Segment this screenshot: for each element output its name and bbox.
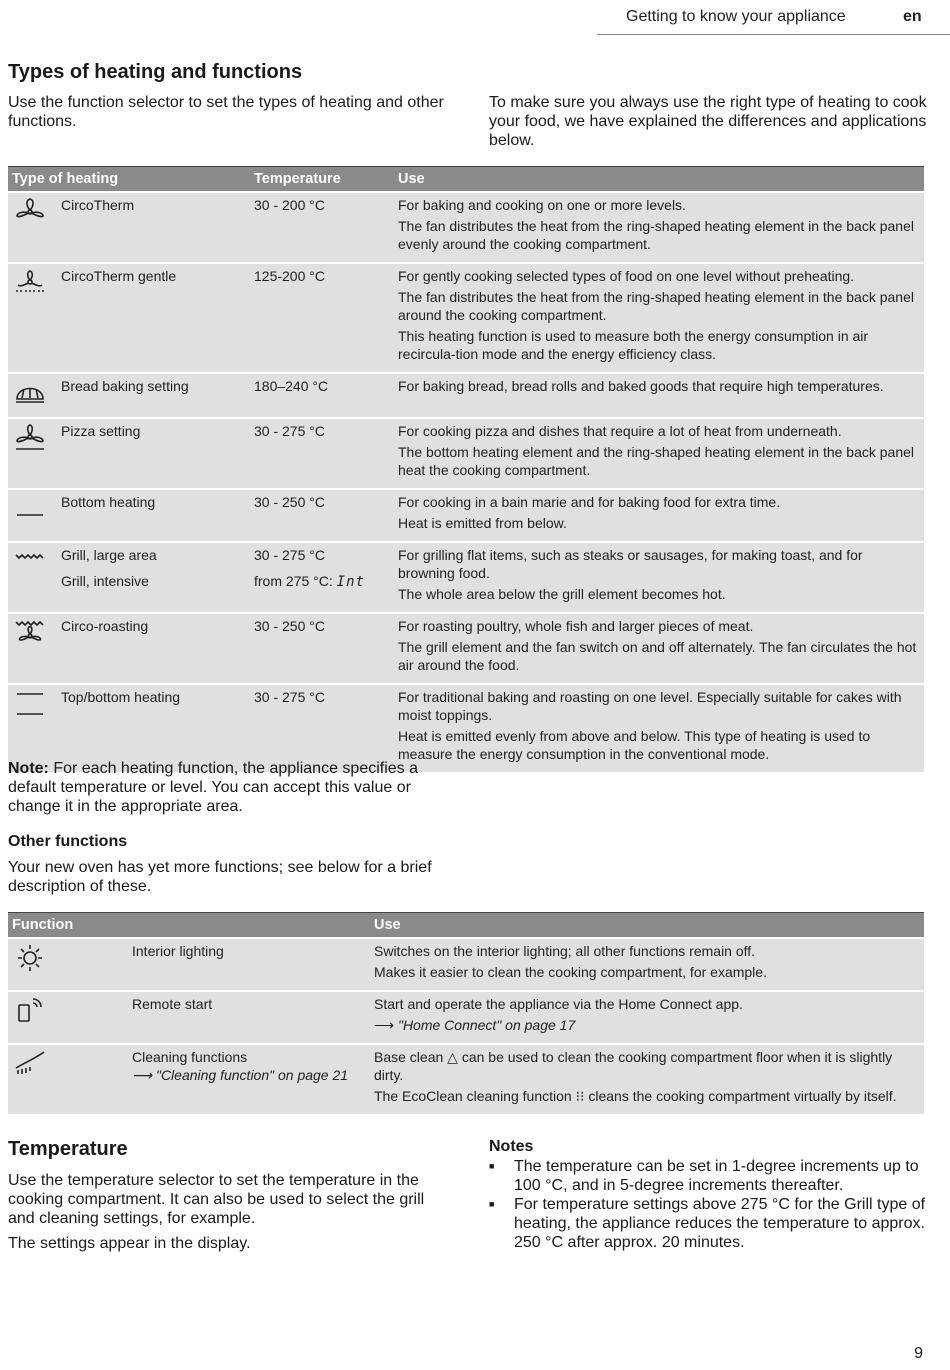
table-row — [8, 991, 924, 1044]
function-use — [374, 1087, 920, 1105]
intro-left: Use the function selector to set the types of heating and other functions. — [8, 94, 444, 130]
function-use: Makes it easier to clean the cooking compartment, for example. — [374, 964, 767, 980]
heating-temp: 180–240 °C — [250, 373, 394, 418]
table-row — [8, 192, 924, 263]
heating-use: For cooking in a bain marie and for baking food for extra time. — [398, 494, 781, 510]
heating-use: For traditional baking and roasting on one level. Especially suitable for cakes with moist toppings. — [398, 689, 902, 723]
ecoclean-icon: ⁝⁝ — [575, 1088, 585, 1104]
grill-icon — [12, 546, 48, 576]
heating-temp: 125-200 °C — [250, 263, 394, 373]
top-bottom-heating-icon — [12, 688, 48, 718]
heating-name: CircoTherm — [57, 192, 250, 263]
light-bulb-icon — [12, 942, 48, 972]
col-temperature: Temperature — [250, 167, 394, 193]
table-row — [8, 263, 924, 373]
cleaning-icon — [12, 1048, 48, 1078]
list-item: ■ The temperature can be set in 1-degree increments up to 100 °C, and in 5-degree increments thereafter. — [489, 1157, 929, 1195]
heating-use: For roasting poultry, whole fish and larger pieces of meat. — [398, 618, 754, 634]
function-use-part: cleans the cooking compartment virtually by itself. — [588, 1088, 897, 1104]
header-language: en — [903, 8, 922, 25]
col-type: Type of heating — [8, 167, 250, 193]
function-table — [8, 912, 924, 1114]
header-rule — [597, 34, 950, 35]
list-item: ■ For temperature settings above 275 °C for the Grill type of heating, the appliance reduces the temperature to approx. 250 °C after approx. 20 minutes. — [489, 1195, 929, 1252]
notes-list — [489, 1157, 929, 1252]
bottom-heating-icon — [12, 493, 48, 523]
header-section: Getting to know your appliance — [626, 8, 846, 25]
remote-start-icon — [12, 995, 48, 1025]
arrow-right-icon: ⟶ — [132, 1067, 156, 1083]
function-name-reference — [132, 1066, 366, 1084]
table-row — [8, 613, 924, 684]
heating-temp: 30 - 275 °C — [250, 418, 394, 489]
circotherm-gentle-icon — [12, 267, 48, 297]
circo-roasting-icon — [12, 617, 48, 647]
intro-right: To make sure you always use the right type of heating to cook your food, we have explained the differences and applications below. — [489, 94, 927, 149]
other-functions-intro: Your new oven has yet more functions; see below for a brief description of these. — [8, 859, 432, 895]
col-function: Function — [8, 913, 370, 939]
heating-name: CircoTherm gentle — [57, 263, 250, 373]
heating-temp: 30 - 200 °C — [250, 192, 394, 263]
heating-temp: 30 - 275 °C — [254, 547, 325, 563]
function-table-header — [8, 913, 924, 939]
heating-name: Grill, large area — [61, 547, 157, 563]
heating-use: For baking and cooking on one or more levels. — [398, 197, 686, 213]
page-number: 9 — [914, 1345, 923, 1362]
water-drop-icon: △ — [447, 1049, 458, 1065]
note-paragraph — [8, 759, 448, 816]
display-code: Int — [336, 574, 365, 590]
pizza-icon — [12, 422, 48, 452]
function-use-part: can be used to clean the cooking compartment floor when it is slightly dirty. — [374, 1049, 893, 1083]
function-name: Cleaning functions — [132, 1049, 248, 1065]
heating-use: The whole area below the grill element becomes hot. — [398, 586, 726, 602]
arrow-right-icon: ⟶ — [374, 1017, 398, 1033]
heating-use: For cooking pizza and dishes that require a lot of heat from underneath. — [398, 423, 842, 439]
section-title-types: Types of heating and functions — [8, 61, 303, 83]
function-name: Interior lighting — [128, 938, 370, 991]
heating-name: Circo-roasting — [57, 613, 250, 684]
heating-table — [8, 166, 924, 772]
heating-name-secondary: Grill, intensive — [61, 573, 149, 589]
notes-title: Notes — [489, 1138, 534, 1155]
heating-use: The fan distributes the heat from the ring-shaped heating element in the back panel around the cooking compartment. — [398, 289, 914, 323]
table-row — [8, 542, 924, 613]
heating-use: This heating function is used to measure both the energy consumption in air recircula-tion mode and the energy efficiency class. — [398, 328, 869, 362]
function-use-part: Base clean — [374, 1049, 444, 1065]
function-name-reference-text: "Cleaning function" on page 21 — [155, 1067, 349, 1083]
heating-use: For baking bread, bread rolls and baked goods that require high temperatures. — [398, 378, 884, 394]
heating-use: For grilling flat items, such as steaks or sausages, for making toast, and for browning food. — [398, 547, 863, 581]
section-title-temperature: Temperature — [8, 1138, 128, 1160]
function-use: Start and operate the appliance via the Home Connect app. — [374, 996, 743, 1012]
heating-use: The grill element and the fan switch on and off alternately. The fan circulates the hot air around the food. — [398, 639, 917, 673]
heating-name: Bottom heating — [57, 489, 250, 542]
heating-use: The bottom heating element and the ring-shaped heating element in the back panel heat the cooking compartment. — [398, 444, 915, 478]
heating-name: Pizza setting — [57, 418, 250, 489]
heating-temp: 30 - 250 °C — [250, 613, 394, 684]
temperature-para-2: The settings appear in the display. — [8, 1235, 251, 1252]
function-name: Remote start — [128, 991, 370, 1044]
circotherm-icon — [12, 196, 48, 226]
heating-use: For gently cooking selected types of food on one level without preheating. — [398, 268, 855, 284]
table-row — [8, 938, 924, 991]
heating-temp: 30 - 275 °C — [250, 684, 394, 772]
col-use: Use — [394, 167, 924, 193]
function-use-part: The EcoClean cleaning function — [374, 1088, 572, 1104]
function-reference-text: "Home Connect" on page 17 — [397, 1017, 576, 1033]
running-header — [626, 8, 922, 26]
heating-temp-secondary: from 275 °C: — [254, 573, 333, 589]
other-functions-title: Other functions — [8, 833, 128, 850]
function-reference — [374, 1016, 920, 1034]
heating-name: Top/bottom heating — [57, 684, 250, 772]
table-row — [8, 418, 924, 489]
col-function-use: Use — [370, 913, 924, 939]
function-use: Switches on the interior lighting; all other functions remain off. — [374, 943, 756, 959]
heating-name: Bread baking setting — [57, 373, 250, 418]
heating-table-header — [8, 167, 924, 193]
heating-use: Heat is emitted evenly from above and below. This type of heating is used to measure the energy consumption in the conventional mode. — [398, 728, 871, 762]
bread-icon — [12, 377, 48, 407]
heating-use: Heat is emitted from below. — [398, 515, 567, 531]
table-row — [8, 489, 924, 542]
heating-use: The fan distributes the heat from the ring-shaped heating element in the back panel evenly around the cooking compartment. — [398, 218, 914, 252]
temperature-para-1: Use the temperature selector to set the temperature in the cooking compartment. It can also be used to select the grill and cleaning settings, for example. — [8, 1172, 425, 1227]
note-label: Note: — [8, 760, 49, 777]
function-use — [374, 1048, 920, 1084]
heating-temp: 30 - 250 °C — [250, 489, 394, 542]
table-row — [8, 373, 924, 418]
note-text: For each heating function, the appliance specifies a default temperature or level. You can accept this value or change it in the appropriate area. — [8, 760, 419, 815]
table-row — [8, 1044, 924, 1114]
